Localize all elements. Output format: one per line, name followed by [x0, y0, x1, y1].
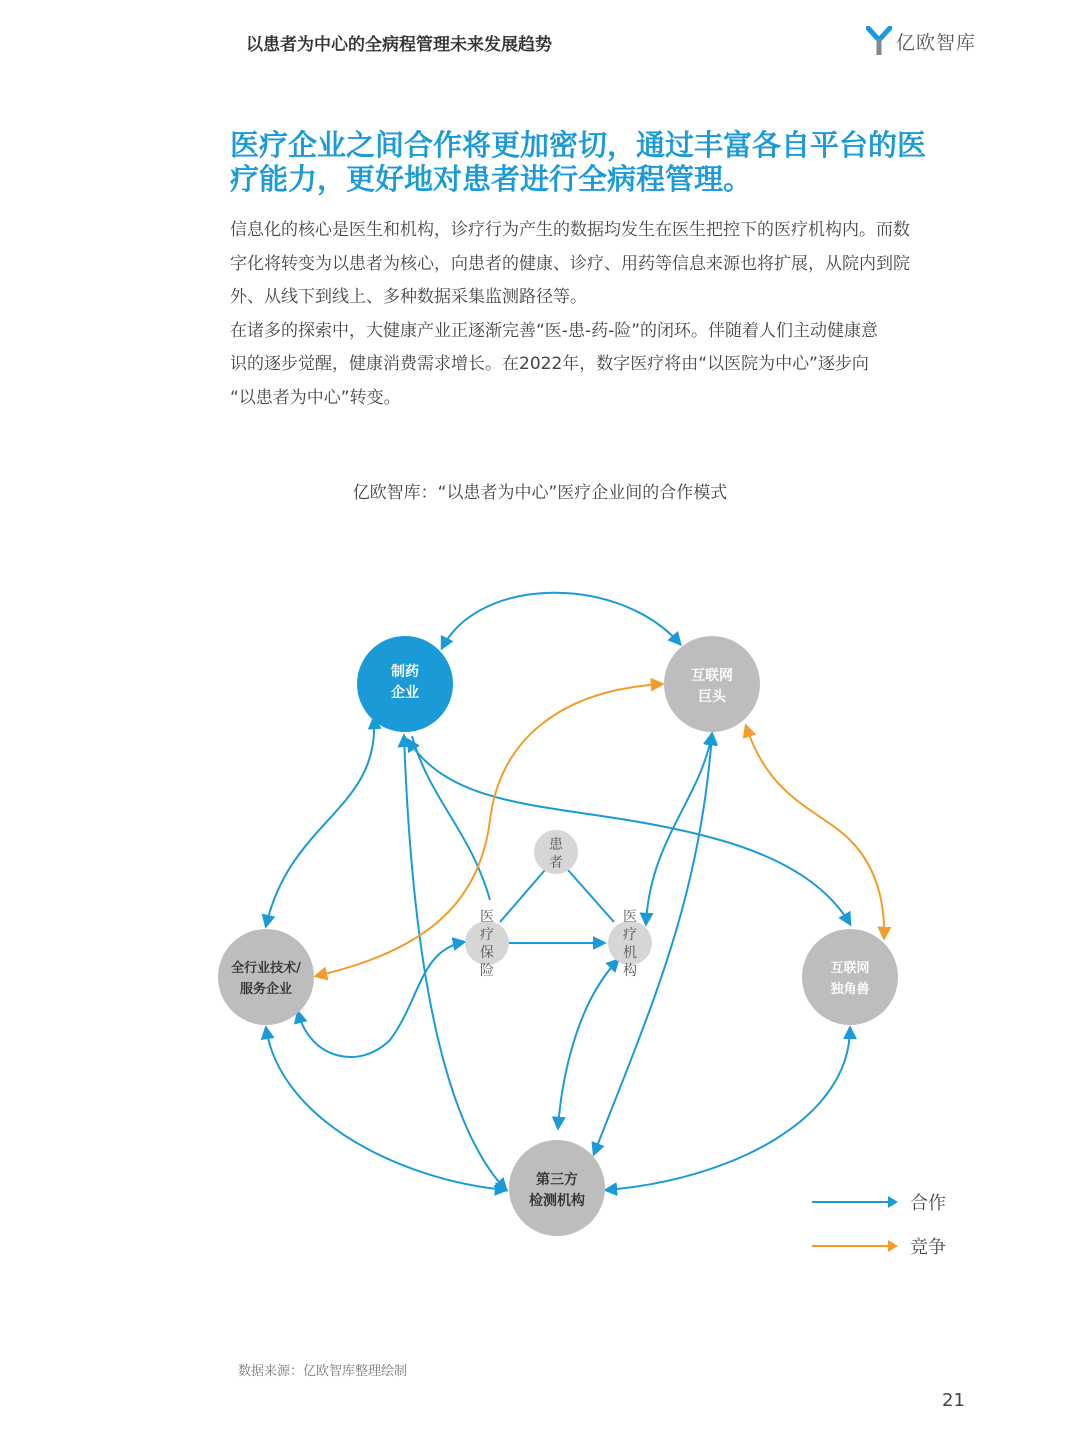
edge-pharma-giant — [442, 593, 680, 648]
headline-line-2: 疗能力，更好地对患者进行全病程管理。 — [230, 162, 753, 196]
node-institution-label-1: 医 — [623, 909, 637, 925]
node-institution-label-2: 疗 — [623, 927, 637, 943]
node-internet-giant-label-2: 巨头 — [698, 689, 726, 705]
node-internet-unicorn-label-1: 互联网 — [830, 961, 870, 976]
node-insurance-label-3: 保 — [480, 945, 494, 961]
node-pharma — [357, 636, 453, 732]
node-tech-service-label-1: 全行业技术/ — [231, 961, 301, 976]
legend — [812, 1180, 946, 1268]
edge-patient-institution — [568, 870, 614, 922]
edge-tech-lab — [266, 1028, 506, 1190]
competition-arrow-icon — [812, 1245, 896, 1247]
node-third-party-lab-label-1: 第三方 — [536, 1172, 578, 1188]
node-internet-giant — [664, 636, 760, 732]
edge-pharma-unicorn — [408, 740, 850, 924]
edge-giant-unicorn-competition — [746, 726, 884, 938]
edge-unicorn-lab — [606, 1028, 850, 1190]
body-line: 在诸多的探索中，大健康产业正逐渐完善“医-患-药-险”的闭环。伴随着人们主动健康意 — [230, 320, 879, 341]
page-number: 21 — [942, 1390, 965, 1411]
legend-item-cooperation — [812, 1180, 946, 1224]
node-insurance-label-2: 疗 — [480, 927, 494, 943]
node-insurance-label-4: 险 — [480, 963, 494, 979]
edge-pharma-tech — [266, 718, 374, 926]
node-third-party-lab-label-2: 检测机构 — [529, 1193, 585, 1209]
node-institution-label-4: 构 — [623, 963, 637, 979]
body-line: 识的逐步觉醒，健康消费需求增长。在2022年，数字医疗将由“以医院为中心”逐步向 — [230, 354, 869, 374]
brand-name: 亿欧智库 — [896, 31, 977, 54]
node-insurance-label-1: 医 — [480, 909, 494, 925]
body-line: 外、从线下到线上、多种数据采集监测路径等。 — [230, 287, 587, 307]
node-institution-label-3: 机 — [623, 945, 637, 961]
header-title: 以患者为中心的全病程管理未来发展趋势 — [246, 35, 552, 55]
node-tech-service — [218, 929, 314, 1025]
body-line: 信息化的核心是医生和机构，诊疗行为产生的数据均发生在医生把控下的医疗机构内。而数 — [230, 220, 910, 240]
body-line: “以患者为中心”转变。 — [230, 387, 401, 408]
node-internet-unicorn-label-2: 独角兽 — [830, 982, 870, 997]
node-pharma-label-2: 企业 — [391, 685, 419, 701]
data-source: 数据来源：亿欧智库整理绘制 — [238, 1364, 408, 1379]
node-internet-unicorn — [802, 929, 898, 1025]
node-patient — [534, 830, 578, 874]
node-tech-service-label-2: 服务企业 — [239, 982, 293, 997]
legend-label-competition: 竞争 — [910, 1237, 946, 1258]
legend-item-competition — [812, 1224, 946, 1268]
edge-patient-insurance — [500, 870, 545, 922]
node-patient-label-1: 患 — [549, 837, 563, 853]
headline-line-1: 医疗企业之间合作将更加密切，通过丰富各自平台的医 — [230, 128, 927, 162]
node-internet-giant-label-1: 互联网 — [691, 668, 733, 684]
edge-pharma-insurance — [412, 736, 490, 900]
edge-institution-lab — [558, 960, 618, 1128]
cooperation-arrow-icon — [812, 1201, 896, 1203]
legend-label-cooperation: 合作 — [910, 1193, 946, 1214]
body-line: 字化将转变为以患者为核心，向患者的健康、诊疗、用药等信息来源也将扩展，从院内到院 — [230, 253, 910, 274]
figure-title: 亿欧智库：“以患者为中心”医疗企业间的合作模式 — [352, 483, 728, 503]
node-patient-label-2: 者 — [549, 855, 563, 871]
node-pharma-label-1: 制药 — [391, 664, 419, 680]
node-third-party-lab — [509, 1140, 605, 1236]
